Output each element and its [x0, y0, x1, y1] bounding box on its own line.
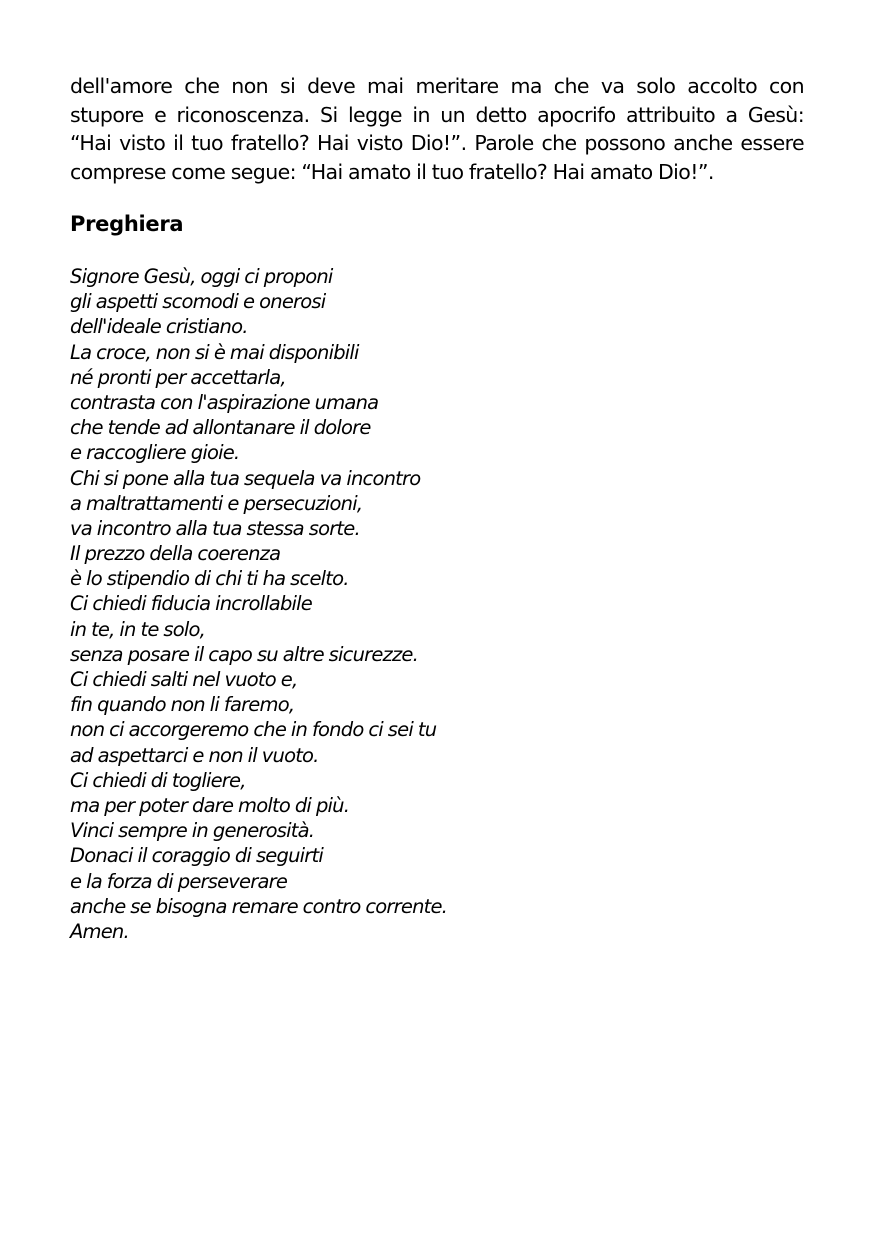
prayer-line: senza posare il capo su altre sicurezze.	[70, 642, 419, 666]
prayer-line: Donaci il coraggio di seguirti	[70, 844, 323, 868]
prayer-line: non ci accorgeremo che in fondo ci sei tu	[70, 718, 437, 742]
prayer-line: va incontro alla tua stessa sorte.	[70, 516, 360, 540]
prayer-line: Ci chiedi fiducia incrollabile	[70, 592, 312, 616]
paragraph-line: stupore e riconoscenza. Si legge in un detto apocrifo attribuito a Gesù:	[70, 102, 804, 127]
prayer-line: ma per poter dare molto di più.	[70, 793, 350, 817]
paragraph-line: dell'amore che non si deve mai meritare ma che va solo accolto con	[70, 74, 804, 98]
prayer-line: Chi si pone alla tua sequela va incontro	[70, 466, 421, 490]
prayer-line: gli aspetti scomodi e onerosi	[70, 290, 326, 314]
prayer-text	[70, 264, 447, 944]
paragraph-line: “Hai visto il tuo fratello? Hai visto Dio!”. Parole che possono anche essere	[70, 131, 804, 155]
prayer-line: dell'ideale cristiano.	[70, 315, 248, 339]
prayer-line: contrasta con l'aspirazione umana	[70, 390, 379, 414]
prayer-line: Ci chiedi salti nel vuoto e,	[70, 668, 298, 691]
prayer-line: Amen.	[70, 919, 129, 943]
prayer-line: in te, in te solo,	[70, 617, 206, 641]
prayer-line: è lo stipendio di chi ti ha scelto.	[70, 567, 349, 591]
intro-paragraph	[70, 72, 804, 186]
prayer-line: né pronti per accettarla,	[70, 365, 286, 389]
document-page	[70, 72, 804, 943]
prayer-line: Vinci sempre in generosità.	[70, 819, 315, 843]
paragraph-line: comprese come segue: “Hai amato il tuo fratello? Hai amato Dio!”.	[70, 159, 714, 184]
prayer-heading: Preghiera	[70, 212, 184, 236]
prayer-line: fin quando non li faremo,	[70, 693, 295, 717]
prayer-line: a maltrattamenti e persecuzioni,	[70, 491, 363, 515]
prayer-line: e la forza di perseverare	[70, 869, 288, 893]
prayer-line: Il prezzo della coerenza	[70, 542, 281, 566]
prayer-line: ad aspettarci e non il vuoto.	[70, 743, 319, 767]
prayer-line: e raccogliere gioie.	[70, 441, 240, 465]
prayer-line: La croce, non si è mai disponibili	[70, 340, 359, 364]
prayer-line: anche se bisogna remare contro corrente.	[70, 894, 448, 918]
prayer-line: Signore Gesù, oggi ci proponi	[70, 265, 333, 288]
prayer-line: Ci chiedi di togliere,	[70, 768, 246, 792]
prayer-line: che tende ad allontanare il dolore	[70, 416, 371, 440]
